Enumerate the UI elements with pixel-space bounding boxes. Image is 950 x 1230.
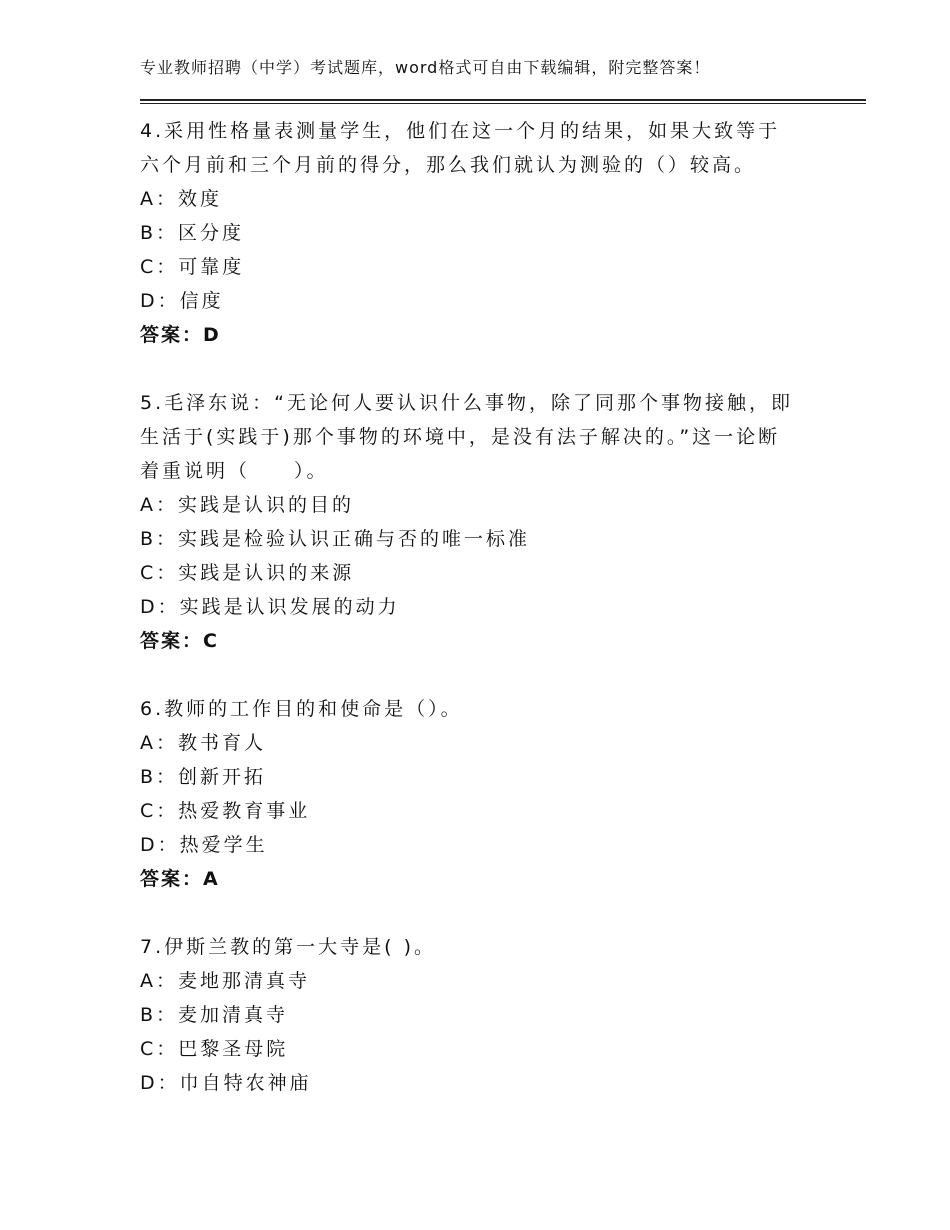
- document-header: 专业教师招聘（中学）考试题库，word格式可自由下载编辑，附完整答案！: [140, 58, 711, 77]
- option-a: A：实践是认识的目的: [140, 494, 354, 516]
- option-a: A：麦地那清真寺: [140, 970, 310, 992]
- answer: 答案：C: [140, 630, 219, 652]
- question-7: [140, 930, 800, 1100]
- question-list: [140, 114, 800, 1100]
- question-text: 7.伊斯兰教的第一大寺是( )。: [140, 936, 436, 958]
- option-d: D：实践是认识发展的动力: [140, 596, 400, 618]
- question-text: 6.教师的工作目的和使命是（）。: [140, 698, 463, 720]
- option-b: B：麦加清真寺: [140, 1004, 289, 1026]
- option-d: D：热爱学生: [140, 834, 268, 856]
- question-text: 4.采用性格量表测量学生，他们在这一个月的结果，如果大致等于六个月前和三个月前的得分，那么我们就认为测验的（）较高。: [140, 120, 781, 176]
- question-4: [140, 114, 800, 352]
- option-c: C：巴黎圣母院: [140, 1038, 289, 1060]
- option-c: C：实践是认识的来源: [140, 562, 355, 584]
- option-c: C：可靠度: [140, 256, 245, 278]
- answer: 答案：A: [140, 868, 220, 890]
- option-c: C：热爱教育事业: [140, 800, 311, 822]
- question-6: [140, 692, 800, 896]
- header-rule-thick: [140, 99, 866, 101]
- option-b: B：创新开拓: [140, 766, 267, 788]
- answer: 答案：D: [140, 324, 221, 346]
- question-text: 5.毛泽东说：“无论何人要认识什么事物，除了同那个事物接触，即生活于(实践于)那个事物的环境中，是没有法子解决的。”这一论断着重说明（ ）。: [140, 392, 793, 482]
- option-a: A：效度: [140, 188, 222, 210]
- option-b: B：区分度: [140, 222, 245, 244]
- option-a: A：教书育人: [140, 732, 266, 754]
- question-spacer: [140, 352, 800, 386]
- question-spacer: [140, 896, 800, 930]
- option-d: D：信度: [140, 290, 224, 312]
- question-spacer: [140, 658, 800, 692]
- option-b: B：实践是检验认识正确与否的唯一标准: [140, 528, 531, 550]
- question-5: [140, 386, 800, 658]
- header-rule-thin: [140, 103, 866, 104]
- option-d: D：巾自特农神庙: [140, 1072, 312, 1094]
